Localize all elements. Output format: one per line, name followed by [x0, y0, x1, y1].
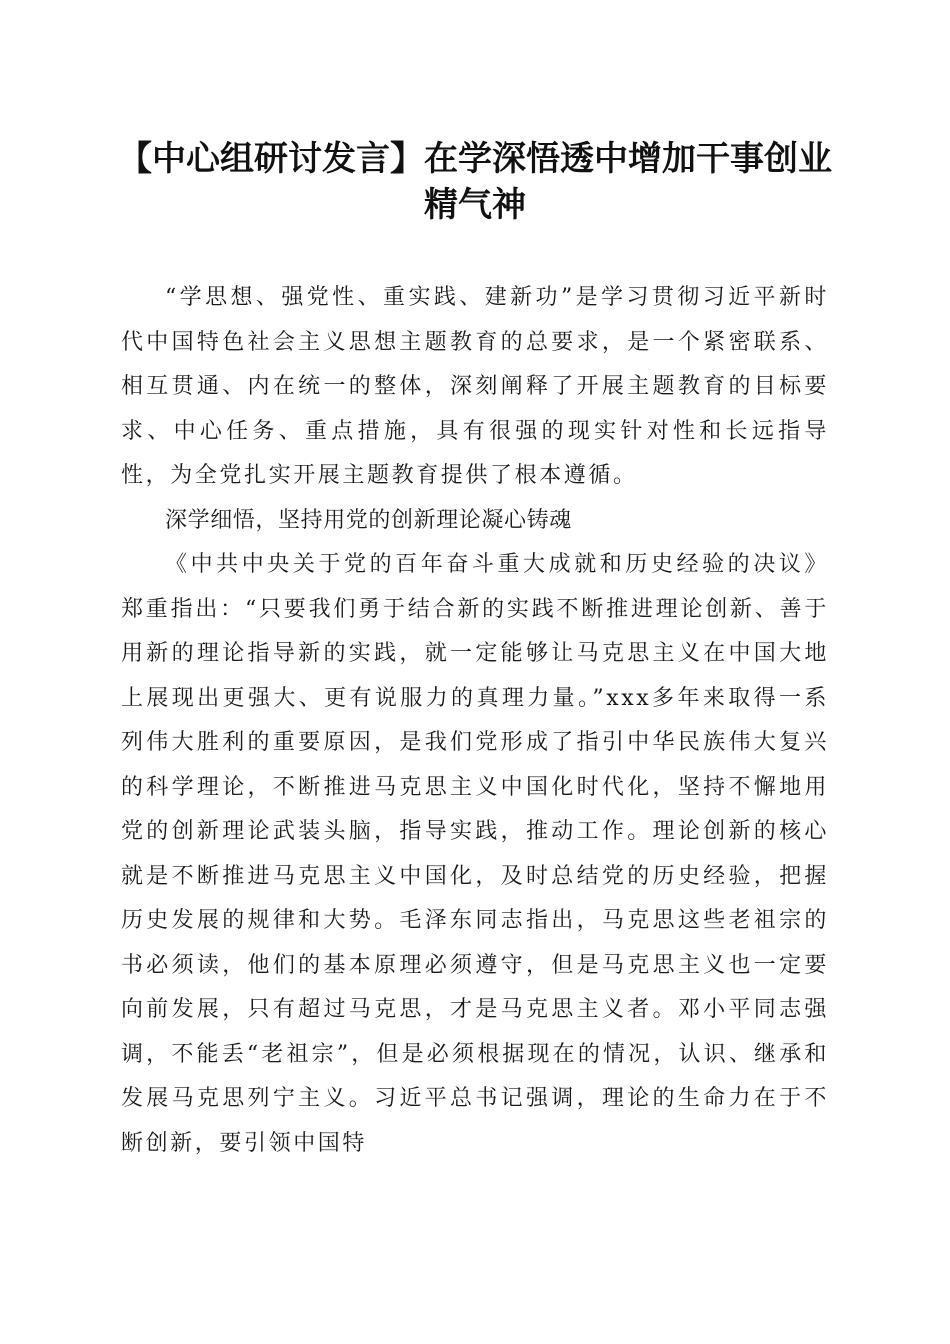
document-body: [121, 276, 829, 1166]
document-title: 【中心组研讨发言】在学深悟透中增加干事创业精气神: [118, 139, 832, 225]
body-paragraph: 《中共中央关于党的百年奋斗重大成就和历史经验的决议》郑重指出：“只要我们勇于结合新的实践不断推进理论创新、善于用新的理论指导新的实践，就一定能够让马克思主义在中国大地上展现出更强大、更有说服力的真理力量。”xxx多年来取得一系列伟大胜利的重要原因，是我们党形成了指引中华民族伟大复兴的科学理论，不断推进马克思主义中国化时代化，坚持不懈地用党的创新理论武装头脑，指导实践，推动工作。理论创新的核心就是不断推进马克思主义中国化，及时总结党的历史经验，把握历史发展的规律和大势。毛泽东同志指出，马克思这些老祖宗的书必须读，他们的基本原理必须遵守，但是马克思主义也一定要向前发展，只有超过马克思，才是马克思主义者。邓小平同志强调，不能丢“老祖宗”，但是必须根据现在的情况，认识、继承和发展马克思列宁主义。习近平总书记强调，理论的生命力在于不断创新，要引领中国特: [121, 552, 829, 1156]
intro-paragraph: “学思想、强党性、重实践、建新功”是学习贯彻习近平新时代中国特色社会主义思想主题教育的总要求，是一个紧密联系、相互贯通、内在统一的整体，深刻阐释了开展主题教育的目标要求、中心任务、重点措施，具有很强的现实针对性和长远指导性，为全党扎实开展主题教育提供了根本遵循。: [121, 285, 829, 488]
section-heading: 深学细悟，坚持用党的创新理论凝心铸魂: [165, 507, 572, 533]
